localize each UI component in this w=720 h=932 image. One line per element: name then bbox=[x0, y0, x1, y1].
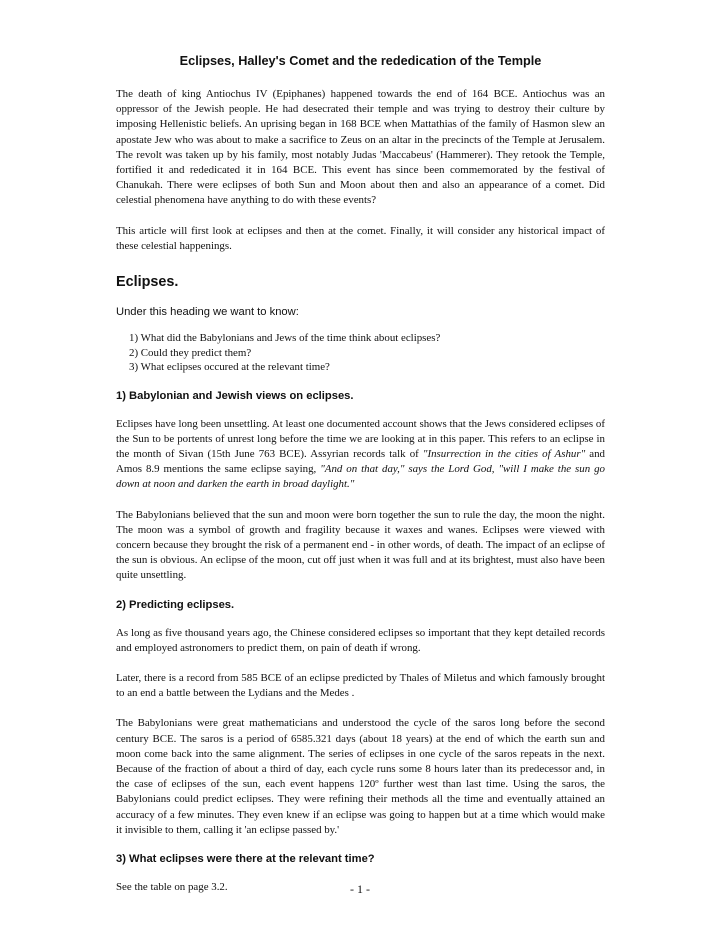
question-item: 1) What did the Babylonians and Jews of the time think about eclipses? bbox=[129, 332, 441, 345]
views-text-a: Eclipses have long been unsettling. At least one documented account shows that the Jews considered eclipses of the Sun to be portents of unrest long before the time we are looking at in this paper. This refers to an eclipse in the month of Sivan (15th June 763 BCE). Assyrian records talk of bbox=[116, 417, 605, 460]
question-item: 2) Could they predict them? bbox=[129, 346, 252, 359]
predicting-paragraph-1: As long as five thousand years ago, the Chinese considered eclipses so important that they kept detailed records and employed astronomers to predict them, on pain of death if wrong. bbox=[116, 626, 605, 654]
predicting-paragraph-2: Later, there is a record from 585 BCE of an eclipse predicted by Thales of Miletus and which famously brought to an end a battle between the Lydians and the Medes . bbox=[116, 671, 605, 700]
amos-quote: "And on that day," says the Lord God, "will I make the sun go down at noon and darken the earth in broad daylight." bbox=[116, 463, 605, 491]
page-number: - 1 - bbox=[350, 882, 370, 896]
subsection-heading-views: 1) Babylonian and Jewish views on eclipses. bbox=[116, 389, 354, 402]
question-item: 3) What eclipses occured at the relevant time? bbox=[129, 361, 330, 374]
views-text-b: and Amos 8.9 mentions the same eclipse saying, bbox=[116, 447, 606, 476]
intro-paragraph-2: This article will first look at eclipses and then at the comet. Finally, it will consider any historical impact of these celestial happenings. bbox=[116, 224, 605, 252]
section-heading-eclipses: Eclipses. bbox=[116, 274, 179, 291]
views-paragraph-2: The Babylonians believed that the sun and moon were born together the sun to rule the day, the moon the night. The moon was a symbol of growth and fragility because it waxes and wanes. Eclipses were viewed with concern because they brought the risk of a permanent end - in other words, of death. The impact of an eclipse of the sun is obvious. An eclipse of the moon, cut off just when it was full and at its brightest, must also have been quite unsettling. bbox=[116, 508, 605, 582]
predicting-paragraph-3: The Babylonians were great mathematicians and understood the cycle of the saros long before the second century BCE. The saros is a period of 6585.321 days (about 18 years) at the end of which the earth sun and moon come back into the same alignment. The series of eclipses in one cycle of the saros repeats in the next. Because of the fraction of about a third of day, each cycle runs some 8 hours later than its predecessor and, in the case of eclipses of the sun, each event happens 120º further west than last time. Using the saros, the Babylonians could predict eclipses. They were refining their methods all the time and eventually attained an accuracy of a few minutes. They even knew if an eclipse was going to happen but at a time which would make it invisible to them, calling it 'an eclipse passed by.' bbox=[116, 717, 605, 836]
document-title: Eclipses, Halley's Comet and the rededication of the Temple bbox=[179, 54, 542, 68]
assyrian-quote: "Insurrection in the cities of Ashur" bbox=[422, 447, 586, 460]
question-list bbox=[129, 331, 605, 375]
views-paragraph-1 bbox=[116, 417, 605, 493]
eclipses-intro: Under this heading we want to know: bbox=[116, 306, 299, 319]
subsection-heading-relevant-eclipses: 3) What eclipses were there at the relevant time? bbox=[116, 853, 375, 865]
relevant-eclipses-paragraph: See the table on page 3.2. bbox=[116, 881, 228, 893]
page-content bbox=[116, 54, 605, 910]
intro-paragraph-1: The death of king Antiochus IV (Epiphanes) happened towards the end of 164 BCE. Antiochus was an oppressor of the Jewish people. He had desecrated their temple and was trying to destroy their culture by imposing Hellenistic beliefs. An uprising began in 168 BCE when Mattathias of the family of Hasmon slew an apostate Jew who was about to make a sacrifice to Zeus on an altar in the precincts of the Temple at Jerusalem. The revolt was taken up by his family, most notably Judas 'Maccabeus' (Hammerer). They retook the Temple, fortified it and rededicated it in 164 BCE. This event has since been commemorated by the festival of Chanukah. There were eclipses of both Sun and Moon about then and also an appearance of a comet. Did celestial phenomena have anything to do with these events? bbox=[116, 88, 605, 207]
subsection-heading-predicting: 2) Predicting eclipses. bbox=[116, 598, 235, 611]
